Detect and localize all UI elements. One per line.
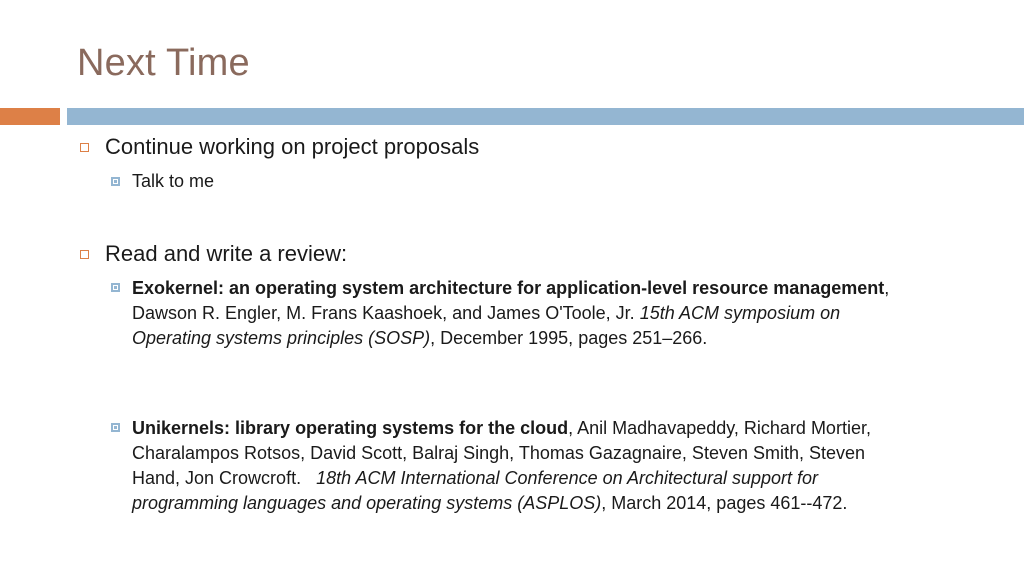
reference-separator: , (568, 418, 578, 438)
bullet-square-icon (80, 250, 89, 259)
reference-title: Exokernel: an operating system architecture for application-level resource management (132, 278, 885, 298)
reference-venue: 18th ACM International Conference on Architectural support for programming languages and operating systems (ASPLOS) (132, 468, 819, 513)
reference-unikernels (132, 416, 892, 516)
reference-title: Unikernels: library operating systems for the cloud (132, 418, 569, 438)
reference-exokernel (132, 276, 892, 351)
reference-authors: Dawson R. Engler, M. Frans Kaashoek, and James O'Toole, Jr. (132, 303, 635, 323)
accent-band-blue (67, 108, 1024, 125)
sub-bullet-text-talk: Talk to me (132, 171, 215, 191)
sub-bullet-square-icon (111, 177, 120, 186)
slide-title: Next Time (77, 42, 250, 84)
sub-bullet-square-icon (111, 423, 120, 432)
reference-authors: Anil Madhavapeddy, Richard Mortier, Charalampos Rotsos, David Scott, Balraj Singh, Thomas Gazagnaire, Steven Smith, Steven Hand, Jon Crowcroft. (132, 418, 871, 488)
reference-venue: 15th ACM symposium on Operating systems principles (SOSP) (132, 303, 841, 348)
sub-bullet-square-icon (111, 283, 120, 292)
accent-band-orange (0, 108, 60, 125)
bullet-square-icon (80, 143, 89, 152)
reference-separator: , (884, 278, 890, 298)
bullet-text-continue: Continue working on project proposals (105, 134, 480, 159)
reference-details: , March 2014, pages 461--472. (601, 493, 848, 513)
reference-details: , December 1995, pages 251–266. (430, 328, 708, 348)
bullet-text-review: Read and write a review: (105, 241, 348, 266)
